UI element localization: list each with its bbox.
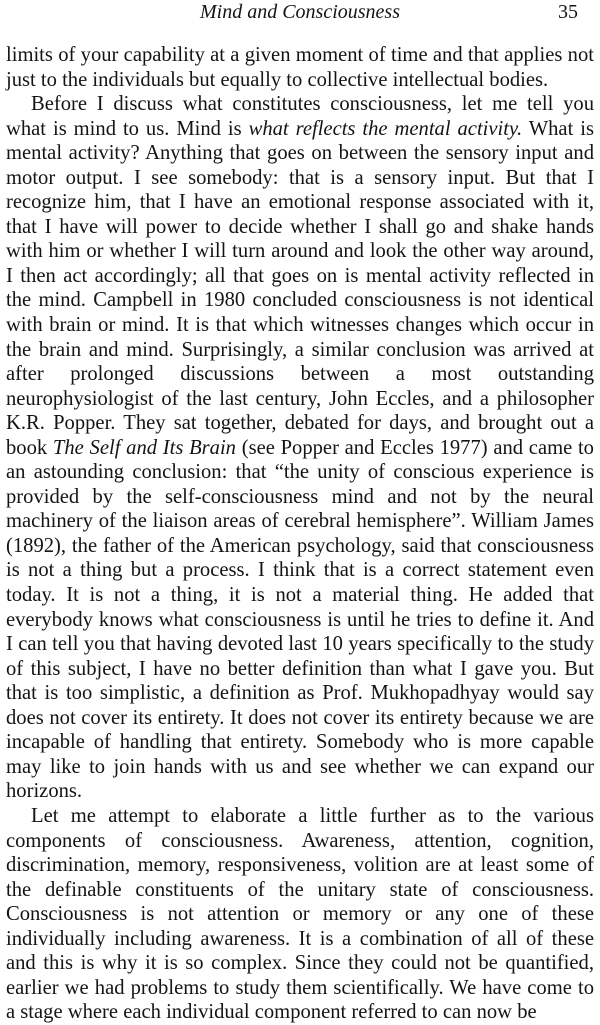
text-segment: limits of your capability at a given moment of time and that applies not just to the individuals but equally to collective intellectual bodies. (6, 44, 594, 91)
body-text (6, 43, 594, 1025)
book-title: The Self and Its Brain (52, 436, 236, 459)
running-head (10, 0, 590, 26)
text-segment: Let me attempt to elaborate a little further as to the various components of consciousness. Awareness, attention, cognition, discrimination, memory, responsiveness, volition are at least some of the definable constituents of the unitary state of consciousness. Consciousness is not attention or memory or any one of these individually including awareness. It is a combination of all of these and this is why it is so complex. Since they could not be quantified, earlier we had problems to study them scientifically. We have come to a stage where each individual component referred to can now be (6, 804, 594, 1024)
page-number: 35 (558, 1, 578, 23)
paragraph-continuation (6, 43, 594, 92)
paragraph-mind-definition (6, 92, 594, 804)
paragraph-components (6, 804, 594, 1025)
text-segment: What is mental activity? Anything that goes on between the sensory input and motor output. I see somebody: that is a sensory input. But that I recognize him, that I have an emotional response associated with it, that I have will power to decide whether I shall go and shake hands with him or whether I will turn around and look the other way around, I then act accordingly; all that goes on is mental activity reflected in the mind. Campbell in 1980 concluded consciousness is not identical with brain or mind. It is that which witnesses changes which occur in the brain and mind. Surprisingly, a similar conclusion was arrived at after prolonged discussions between a most outstanding neurophysiologist of the last century, John Eccles, and a philosopher K.R. Popper. They sat together, debated for days, and brought out a book (6, 117, 594, 459)
italic-phrase: what reflects the mental activity. (248, 117, 523, 140)
running-title: Mind and Consciousness (200, 1, 400, 23)
text-segment: Before I discuss what constitutes consciousness, let me tell you what is mind to us. Mind is (6, 93, 594, 140)
text-segment: (see Popper and Eccles 1977) and came to an astounding conclusion: that “the unity of conscious experience is provided by the self-consciousness mind and not by the neural machinery of the liaison areas of cerebral hemisphere”. William James (1892), the father of the American psychology, said that consciousness is not a thing but a process. I think that is a correct statement even today. It is not a thing, it is not a material thing. He added that everybody knows what consciousness is until he tries to define it. And I can tell you that having devoted last 10 years specifically to the study of this subject, I have no better definition than what I gave you. But that is too simplistic, a definition as Prof. Mukhopadhyay would say does not cover its entirety. It does not cover its entirety because we are incapable of handling that entirety. Somebody who is more capable may like to join hands with us and see whether we can expand our horizons. (6, 436, 594, 803)
